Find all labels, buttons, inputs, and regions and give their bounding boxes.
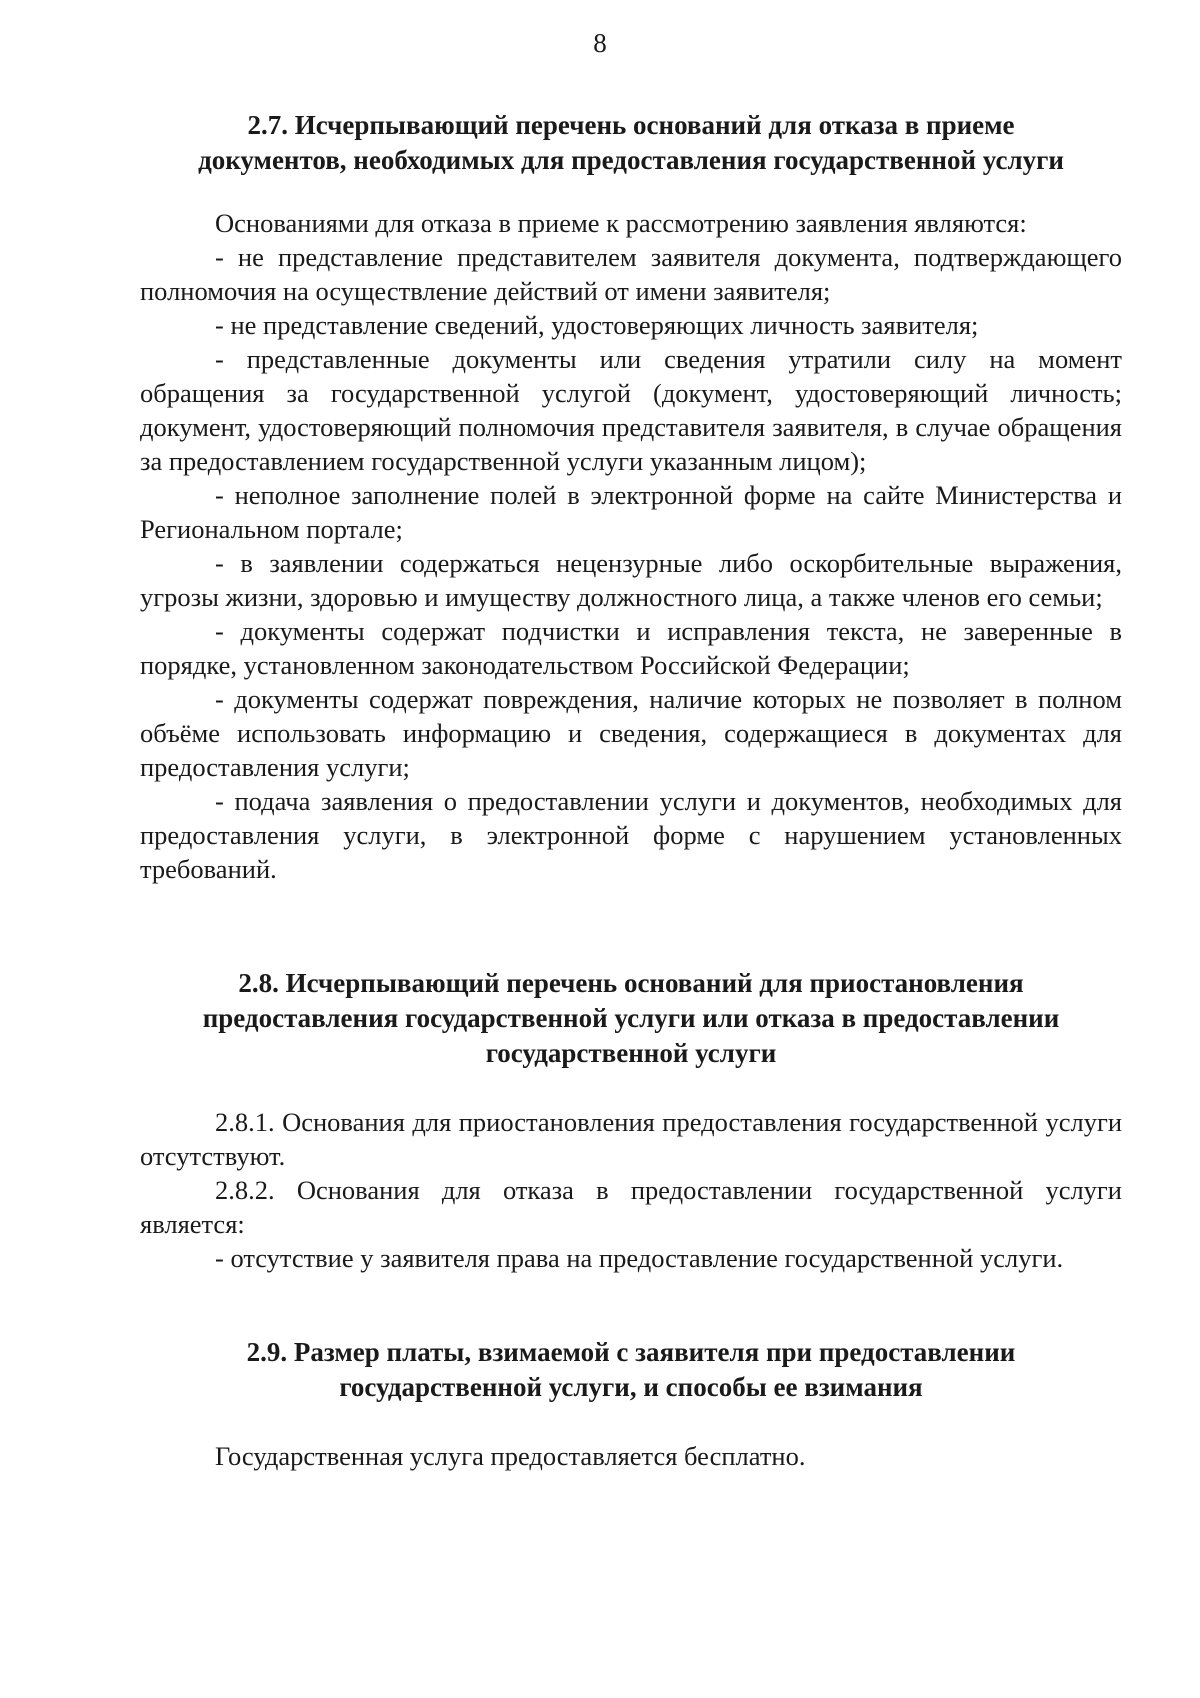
heading-line: 2.8. Исчерпывающий перечень оснований для приостановления — [238, 968, 1024, 998]
section-2-7-item: - неполное заполнение полей в электронной форме на сайте Министерства и Региональном портале; — [140, 480, 1122, 544]
heading-line: документов, необходимых для предоставления государственной услуги — [198, 145, 1064, 175]
section-2-7-heading — [140, 108, 1122, 178]
page-content — [140, 108, 1122, 1473]
section-2-7-item: - представленные документы или сведения утратили силу на момент обращения за государственной услугой (документ, удостоверяющий личность; документ, удостоверяющий полномочия представителя заявителя, в случае обращения за предоставлением государственной услуги указанным лицом); — [140, 344, 1122, 476]
section-2-7-item: - подача заявления о предоставлении услуги и документов, необходимых для предоставления услуги, в электронной форме с нарушением установленных требований. — [140, 786, 1122, 884]
section-2-7-item: - не представление представителем заявителя документа, подтверждающего полномочия на осуществление действий от имени заявителя; — [140, 242, 1122, 306]
heading-line: государственной услуги, и способы ее взимания — [339, 1372, 923, 1402]
section-2-7-intro: Основаниями для отказа в приеме к рассмотрению заявления являются: — [215, 208, 1027, 238]
section-2-8-heading — [140, 966, 1122, 1071]
section-2-7-item: - документы содержат подчистки и исправления текста, не заверенные в порядке, установленном законодательством Российской Федерации; — [140, 616, 1122, 680]
heading-line: государственной услуги — [485, 1038, 777, 1068]
section-2-9-paragraph: Государственная услуга предоставляется бесплатно. — [215, 1441, 806, 1471]
heading-line: 2.9. Размер платы, взимаемой с заявителя при предоставлении — [246, 1337, 1016, 1367]
section-2-8-paragraph: - отсутствие у заявителя права на предоставление государственной услуги. — [215, 1243, 1064, 1273]
section-2-9-heading — [140, 1335, 1122, 1405]
section-2-7-item: - не представление сведений, удостоверяющих личность заявителя; — [215, 310, 979, 340]
heading-line: предоставления государственной услуги или отказа в предоставлении — [202, 1003, 1060, 1033]
section-2-7-item: - в заявлении содержаться нецензурные либо оскорбительные выражения, угрозы жизни, здоровью и имуществу должностного лица, а также членов его семьи; — [140, 548, 1122, 612]
section-2-8-paragraph: 2.8.2. Основания для отказа в предоставлении государственной услуги является: — [140, 1175, 1122, 1239]
page-number: 8 — [593, 28, 607, 58]
section-2-7-item: - документы содержат повреждения, наличие которых не позволяет в полном объёме использовать информацию и сведения, содержащиеся в документах для предоставления услуги; — [140, 684, 1122, 782]
section-2-8-paragraph: 2.8.1. Основания для приостановления предоставления государственной услуги отсутствуют. — [140, 1107, 1122, 1171]
heading-line: 2.7. Исчерпывающий перечень оснований для отказа в приеме — [247, 110, 1015, 140]
